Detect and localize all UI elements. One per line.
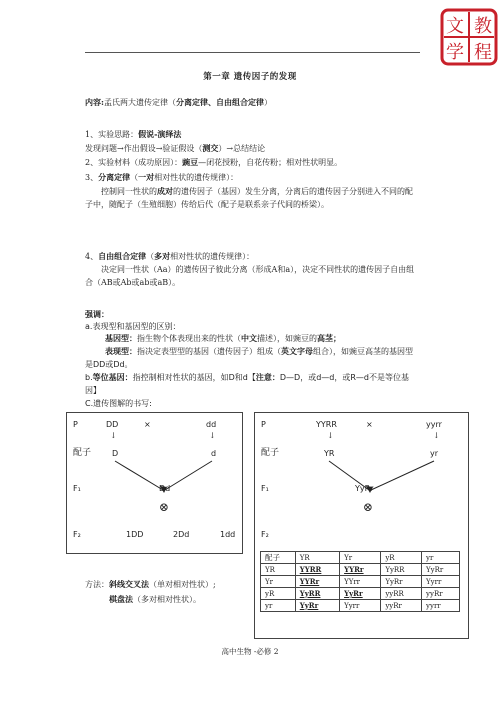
- punnett-cell: YYrr: [340, 576, 381, 588]
- punnett-square: [260, 551, 460, 612]
- section-4: [85, 250, 254, 263]
- section-4-b: 多对: [154, 251, 171, 261]
- method-label: 方法：: [85, 580, 109, 589]
- section-3-num: 3、: [85, 173, 99, 182]
- header-rule: [85, 52, 420, 53]
- phenotype-label: 表现型：: [105, 347, 137, 356]
- section-3-c: 相对性状的遗传规律）：: [154, 173, 239, 182]
- punnett-cell: yyRR: [381, 588, 422, 600]
- chapter-title: 第一章 遗传因子的发现: [203, 72, 297, 82]
- left-p1: DD: [106, 420, 119, 429]
- punnett-cell: yR: [261, 588, 296, 600]
- method-line-2: [109, 593, 201, 606]
- punnett-cell: 配子: [261, 552, 296, 564]
- allele-prefix: b.: [85, 373, 93, 382]
- content-laws: 分离定律、自由组合定律: [175, 97, 264, 107]
- left-P: P: [73, 420, 78, 429]
- phenotype-b: 英文字母: [281, 347, 313, 356]
- punnett-cell: Yyrr: [340, 600, 381, 612]
- section-1-a: 发现问题→作出假设→验证假设（: [85, 144, 203, 153]
- punnett-cell: YyRr: [381, 576, 422, 588]
- punnett-cell: YyRR: [381, 564, 422, 576]
- self-cross-icon: ⊗: [363, 500, 374, 514]
- content-text: 孟氏两大遗传定律（: [103, 98, 176, 107]
- left-cross-lines: [66, 412, 241, 552]
- seal-logo: [440, 8, 498, 66]
- method-1-note: （单对相对性状）;: [149, 580, 216, 589]
- punnett-cell: yyRr: [381, 600, 422, 612]
- phenotype-def: [85, 346, 420, 371]
- allele-a: 指控制相对性状的基因，如D和d【: [132, 373, 256, 382]
- punnett-cell: Yr: [261, 576, 296, 588]
- right-cross-lines: [254, 412, 467, 552]
- right-gamete-label: 配子: [261, 448, 280, 458]
- section-3-text-c: 的遗传因子（基因）发生分离，分离后的遗传因子分别进入不同的配子中，随配子（生殖细胞）传给后代（配子是联系亲子代间的桥梁）。: [85, 187, 413, 209]
- page-footer: 高中生物 -必修 2: [221, 647, 279, 656]
- section-2-a: 2、实验材料（成功原因）：: [85, 158, 183, 167]
- left-f1: Dd: [159, 484, 171, 493]
- right-p1: YYRR: [316, 420, 337, 429]
- punnett-cell: YyRr: [422, 564, 460, 576]
- section-1-line2: [85, 142, 265, 155]
- method-2: 棋盘法: [109, 594, 133, 604]
- punnett-row: [261, 564, 460, 576]
- punnett-cell: yr: [422, 552, 460, 564]
- punnett-cell: yr: [261, 600, 296, 612]
- method-2-note: （多对相对性状）。: [133, 595, 201, 604]
- arrow-down-icon: ↓: [433, 431, 440, 440]
- punnett-row: [261, 600, 460, 612]
- phenotype-c: 组合），如豌豆高茎的基因型是DD或Dd。: [85, 347, 413, 369]
- section-3-text: [85, 185, 420, 211]
- arrow-down-icon: ↓: [209, 431, 216, 440]
- left-g1: D: [112, 449, 119, 458]
- section-2-c: —闭花授粉，自花传粉；相对性状明显。: [198, 158, 343, 167]
- a-line: a.表现型和基因型的区别：: [85, 322, 181, 331]
- section-3: [85, 171, 238, 184]
- svg-text:程: 程: [474, 42, 492, 63]
- punnett-cell: YYRr: [340, 564, 381, 576]
- arrow-down-icon: ↓: [110, 431, 117, 440]
- section-2-b: 豌豆: [182, 157, 199, 167]
- section-3-text-b: 成对: [157, 186, 173, 196]
- punnett-cell: YR: [261, 564, 296, 576]
- left-r1: 1DD: [126, 530, 144, 539]
- left-r2: 2Dd: [173, 530, 190, 539]
- content-close: ）: [263, 98, 272, 107]
- c-line: C.遗传图解的书写:: [85, 399, 152, 408]
- punnett-row: [261, 552, 460, 564]
- section-3-a: （: [130, 173, 139, 182]
- svg-text:学: 学: [446, 42, 464, 63]
- allele-def: [85, 372, 420, 397]
- section-3-b: 一对: [138, 172, 155, 182]
- right-cross: ×: [366, 420, 373, 429]
- section-1-method: 假说-演绎法: [138, 129, 182, 139]
- allele-c: D—D，或d—d，或R—d不是等位基因】: [85, 373, 409, 395]
- right-F1: F₁: [261, 484, 269, 493]
- genotype-a: 指生物个体表现出来的性状（: [137, 334, 241, 343]
- left-cross: ×: [144, 420, 151, 429]
- punnett-cell: YR: [295, 552, 339, 564]
- left-gamete-label: 配子: [73, 448, 92, 458]
- emphasis-label: 强调：: [85, 309, 109, 319]
- left-g2: d: [211, 449, 217, 458]
- allele-label: 等位基因：: [92, 373, 133, 382]
- section-4-c: 相对性状的遗传规律）：: [170, 252, 255, 261]
- right-g1: YR: [324, 449, 335, 458]
- punnett-cell: yyRr: [422, 588, 460, 600]
- punnett-cell: YYRr: [295, 576, 339, 588]
- svg-text:文: 文: [446, 16, 464, 37]
- left-F2: F₂: [73, 530, 81, 539]
- punnett-cell: Yr: [340, 552, 381, 564]
- phenotype-a: 指决定表型型的基因（遗传因子）组成（: [137, 347, 281, 356]
- punnett-row: [261, 576, 460, 588]
- content-label: 内容:: [85, 97, 104, 107]
- genotype-b: 中文: [241, 334, 257, 343]
- punnett-cell: YYRR: [295, 564, 339, 576]
- section-1-c: ）→总结结论: [218, 144, 266, 153]
- self-cross-icon: ⊗: [159, 500, 170, 514]
- svg-text:教: 教: [474, 16, 492, 37]
- section-1-b: 测交: [202, 143, 219, 153]
- punnett-row: [261, 588, 460, 600]
- right-g2: yr: [430, 449, 439, 458]
- method-1: 斜线交叉法: [109, 579, 149, 589]
- punnett-cell: YyRr: [340, 588, 381, 600]
- right-p2: yyrr: [426, 420, 442, 429]
- genotype-label: 基因型：: [105, 334, 137, 343]
- punnett-cell: YyRR: [295, 588, 339, 600]
- section-4-law: 自由组合定律: [98, 251, 147, 261]
- punnett-cell: yyrr: [422, 600, 460, 612]
- arrow-down-icon: ↓: [327, 431, 334, 440]
- left-F1: F₁: [73, 484, 81, 493]
- right-F2: F₂: [261, 530, 269, 539]
- section-1-num: 1、实验思路：: [85, 130, 139, 139]
- punnett-cell: yR: [381, 552, 422, 564]
- left-r3: 1dd: [220, 530, 236, 539]
- left-p2: dd: [206, 420, 217, 429]
- section-4-a: （: [146, 252, 155, 261]
- genotype-c: 描述），如豌豆的: [257, 334, 317, 343]
- genotype-d: 高茎；: [317, 334, 341, 343]
- section-2: [85, 156, 342, 169]
- section-4-text: 决定同一性状（Aa）的遗传因子彼此分离（形成A和a），决定不同性状的遗传因子自由组合（AB或Ab或ab或aB）。: [85, 265, 415, 287]
- content-line: [85, 96, 272, 109]
- punnett-cell: Yyrr: [422, 576, 460, 588]
- section-4-num: 4、: [85, 252, 99, 261]
- right-f1: YyRr: [355, 484, 374, 493]
- section-3-text-a: 控制同一性状的: [101, 187, 157, 196]
- section-1: [85, 128, 181, 141]
- right-P: P: [261, 420, 266, 429]
- method-line-1: [85, 578, 216, 591]
- allele-note: 注意：: [255, 373, 280, 382]
- genotype-def: [85, 333, 420, 346]
- punnett-cell: YyRr: [295, 600, 339, 612]
- section-3-law: 分离定律: [98, 172, 131, 182]
